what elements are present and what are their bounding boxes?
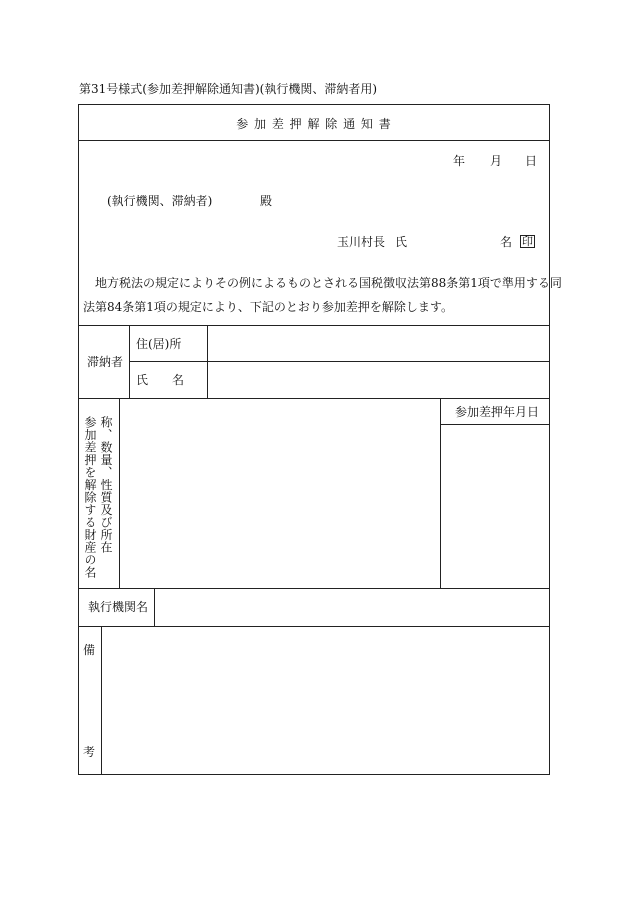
property-bottom-divider xyxy=(79,588,549,589)
date-month-label: 月 xyxy=(490,154,503,168)
notice-title: 参 加 差 押 解 除 通 知 書 xyxy=(236,117,392,131)
agency-bottom-divider xyxy=(79,626,549,627)
property-date-header: 参加差押年月日 xyxy=(455,405,540,419)
address-label: 住(居)所 xyxy=(136,337,182,351)
property-label-divider xyxy=(119,398,120,588)
remarks-label-bottom: 考 xyxy=(83,745,96,759)
delinquent-bottom-divider xyxy=(79,398,549,399)
seal-mark: 印 xyxy=(522,235,533,248)
date-year-label: 年 xyxy=(453,154,466,168)
name-label: 氏 名 xyxy=(136,373,185,387)
issuer-title: 玉川村長 xyxy=(337,235,386,249)
agency-label: 執行機関名 xyxy=(88,600,149,614)
issuer-name-label: 名 xyxy=(500,235,513,249)
title-divider xyxy=(79,140,549,141)
notice-form xyxy=(78,104,562,775)
property-date-divider xyxy=(440,398,441,588)
form-number-label: 第31号様式(参加差押解除通知書)(執行機関、滞納者用) xyxy=(79,82,377,96)
date-day-label: 日 xyxy=(525,154,538,168)
remarks-divider xyxy=(101,626,102,775)
remarks-label-top: 備 xyxy=(83,643,96,657)
addressee-label: (執行機関、滞納者) xyxy=(107,194,213,208)
delinquent-label: 滞納者 xyxy=(87,355,124,369)
property-label-col2: 称、数量、性質及び所在 xyxy=(99,416,113,554)
notice-body-line-1: 地方税法の規定によりその例によるものとされる国税徴収法第88条第1項で準用する同 xyxy=(95,276,562,290)
body-divider xyxy=(79,325,549,326)
notice-body-line-2: 法第84条第1項の規定により、下記のとおり参加差押を解除します。 xyxy=(83,300,453,314)
property-label-col1: 参加差押を解除する財産の名 xyxy=(83,416,97,579)
issuer-surname-label: 氏 xyxy=(395,235,408,249)
honorific-label: 殿 xyxy=(260,194,273,208)
delinquent-row-divider xyxy=(129,361,549,362)
agency-divider xyxy=(154,588,155,626)
property-date-header-divider xyxy=(440,424,549,425)
